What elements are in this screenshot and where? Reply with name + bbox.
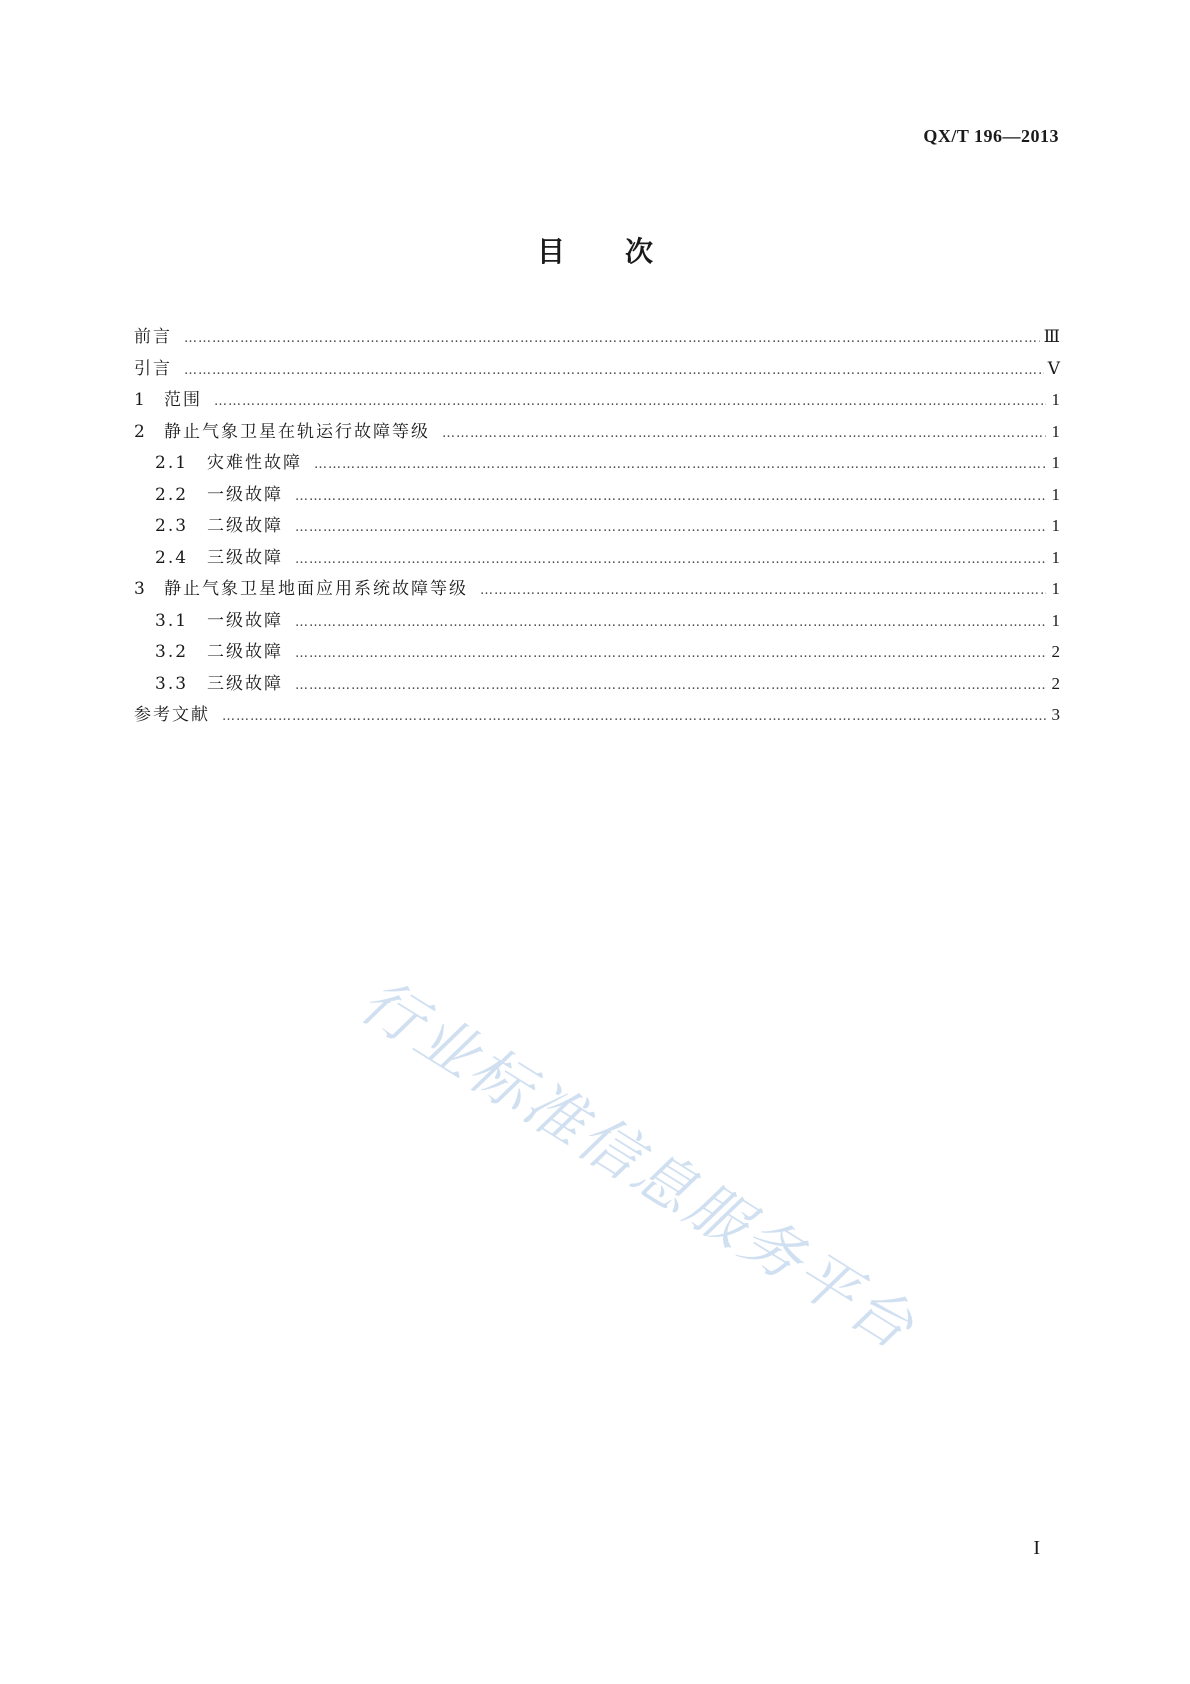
toc-entry-page: 1 xyxy=(1051,516,1060,535)
toc-entry[interactable] xyxy=(134,700,1060,732)
toc-entry-label: 灾难性故障 xyxy=(207,453,302,473)
toc-entry[interactable] xyxy=(134,417,1060,449)
toc-entry-page: Ⅴ xyxy=(1047,358,1060,378)
toc-entry-number: 2.2 xyxy=(155,484,189,505)
dot-leader xyxy=(214,394,1046,409)
toc-entry-label: 三级故障 xyxy=(207,673,283,694)
toc-entry-page: 1 xyxy=(1051,547,1060,567)
toc-entry-page: 3 xyxy=(1051,705,1060,724)
dot-leader xyxy=(295,552,1046,567)
toc-entry-label: 一级故障 xyxy=(207,610,283,631)
toc-entry[interactable] xyxy=(134,574,1060,606)
dot-leader xyxy=(295,678,1046,693)
dot-leader xyxy=(295,615,1046,630)
toc-entry-number: 3 xyxy=(134,579,145,599)
toc-entry-number: 1 xyxy=(134,390,145,410)
toc-title xyxy=(0,230,1190,270)
toc-entry-page: 1 xyxy=(1051,484,1060,504)
toc-title-part2: 次 xyxy=(625,235,654,268)
standard-code: QX/T 196—2013 xyxy=(923,126,1059,146)
toc-entry-label: 引言 xyxy=(134,358,172,379)
toc-entry[interactable] xyxy=(134,385,1060,417)
toc-entry-number: 3.3 xyxy=(155,673,189,694)
toc-entry-page: Ⅲ xyxy=(1043,327,1060,346)
toc-entry-label: 参考文献 xyxy=(134,705,210,725)
dot-leader xyxy=(184,331,1040,346)
table-of-contents xyxy=(134,322,1060,732)
toc-entry-page: 1 xyxy=(1051,579,1060,598)
toc-entry-page: 1 xyxy=(1051,610,1060,630)
toc-entry[interactable] xyxy=(134,480,1060,512)
toc-entry-page: 1 xyxy=(1051,421,1060,441)
toc-entry-page: 1 xyxy=(1051,453,1060,472)
toc-entry-label: 静止气象卫星地面应用系统故障等级 xyxy=(164,579,468,599)
toc-entry-label: 前言 xyxy=(134,327,172,347)
toc-entry[interactable] xyxy=(134,354,1060,386)
toc-entry[interactable] xyxy=(134,669,1060,701)
toc-entry[interactable] xyxy=(134,448,1060,480)
toc-entry[interactable] xyxy=(134,637,1060,669)
page-number: I xyxy=(1033,1537,1040,1559)
toc-entry-number: 3.1 xyxy=(155,610,189,631)
toc-entry[interactable] xyxy=(134,511,1060,543)
dot-leader xyxy=(480,583,1046,598)
toc-entry-number: 2.3 xyxy=(155,516,189,536)
toc-entry-number: 2.1 xyxy=(155,453,189,473)
toc-title-part1: 目 xyxy=(536,235,565,268)
toc-entry-label: 二级故障 xyxy=(207,642,283,662)
toc-entry-page: 2 xyxy=(1051,642,1060,661)
toc-entry-label: 二级故障 xyxy=(207,516,283,536)
toc-entry-page: 1 xyxy=(1051,390,1060,409)
watermark: 行业标准信息服务平台 xyxy=(348,966,928,1365)
dot-leader xyxy=(184,363,1044,378)
toc-entry[interactable] xyxy=(134,543,1060,575)
dot-leader xyxy=(295,520,1046,535)
toc-entry-number: 2 xyxy=(134,421,145,442)
toc-entry-label: 三级故障 xyxy=(207,547,283,568)
toc-entry-label: 一级故障 xyxy=(207,484,283,505)
toc-entry-page: 2 xyxy=(1051,673,1060,693)
toc-entry[interactable] xyxy=(134,322,1060,354)
toc-entry-label: 静止气象卫星在轨运行故障等级 xyxy=(164,421,430,442)
dot-leader xyxy=(295,646,1046,661)
dot-leader xyxy=(314,457,1046,472)
dot-leader xyxy=(442,426,1046,441)
toc-entry-number: 2.4 xyxy=(155,547,189,568)
toc-entry[interactable] xyxy=(134,606,1060,638)
dot-leader xyxy=(295,489,1046,504)
toc-entry-label: 范围 xyxy=(164,390,202,410)
toc-entry-number: 3.2 xyxy=(155,642,189,662)
dot-leader xyxy=(222,709,1046,724)
